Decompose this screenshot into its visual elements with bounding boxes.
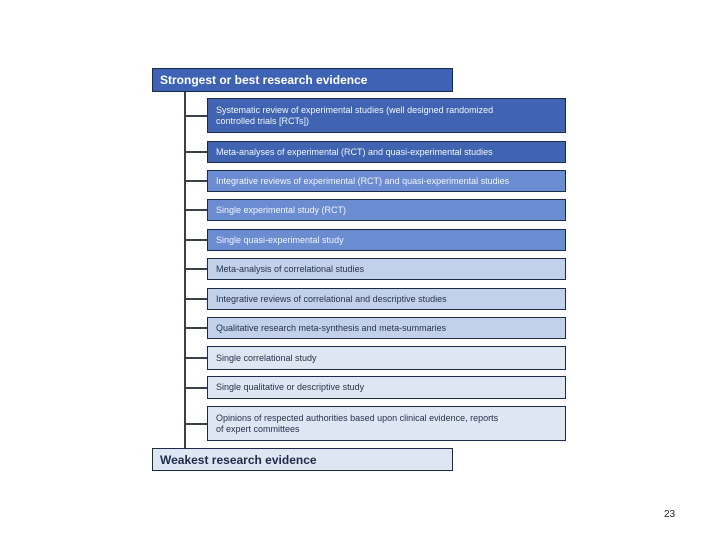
evidence-level-label bbox=[216, 205, 346, 216]
strongest-evidence-header: Strongest or best research evidence bbox=[152, 68, 453, 92]
evidence-level-text-line: Meta-analyses of experimental (RCT) and quasi-experimental studies bbox=[216, 146, 493, 157]
evidence-level-text-line: Single correlational study bbox=[216, 352, 317, 363]
connector-tick bbox=[185, 180, 207, 182]
evidence-level-box bbox=[207, 170, 566, 192]
evidence-level-text-line: controlled trials [RCTs]) bbox=[216, 115, 310, 126]
connector-tick bbox=[185, 298, 207, 300]
connector-tick bbox=[185, 209, 207, 211]
evidence-level-box bbox=[207, 199, 566, 221]
connector-tick bbox=[185, 151, 207, 153]
evidence-level-label bbox=[216, 105, 493, 127]
evidence-level-label bbox=[216, 294, 447, 305]
evidence-level-box bbox=[207, 317, 566, 339]
evidence-level-text-line: Opinions of respected authorities based upon clinical evidence, reports bbox=[216, 412, 499, 423]
evidence-level-text-line: Single quasi-experimental study bbox=[216, 234, 344, 245]
connector-tick bbox=[185, 387, 207, 389]
connector-tick bbox=[185, 239, 207, 241]
evidence-level-box bbox=[207, 288, 566, 310]
evidence-level-label bbox=[216, 413, 498, 435]
evidence-level-box bbox=[207, 346, 566, 370]
evidence-level-text-line: Meta-analysis of correlational studies bbox=[216, 263, 365, 274]
evidence-level-label bbox=[216, 323, 446, 334]
evidence-level-box bbox=[207, 141, 566, 163]
evidence-level-label bbox=[216, 382, 364, 393]
evidence-level-label bbox=[216, 353, 317, 364]
evidence-level-box bbox=[207, 376, 566, 399]
evidence-level-text-line: Integrative reviews of correlational and descriptive studies bbox=[216, 293, 447, 304]
evidence-level-text-line: Single experimental study (RCT) bbox=[216, 204, 347, 215]
connector-tick bbox=[185, 115, 207, 117]
evidence-level-text-line: Qualitative research meta-synthesis and meta-summaries bbox=[216, 322, 447, 333]
connector-tick bbox=[185, 357, 207, 359]
evidence-level-box bbox=[207, 98, 566, 133]
connector-tick bbox=[185, 423, 207, 425]
evidence-level-text-line: Systematic review of experimental studies (well designed randomized bbox=[216, 104, 494, 115]
weakest-evidence-footer: Weakest research evidence bbox=[152, 448, 453, 471]
hierarchy-connector-line bbox=[184, 92, 186, 448]
evidence-level-text-line: Single qualitative or descriptive study bbox=[216, 382, 365, 392]
evidence-level-label bbox=[216, 176, 509, 187]
evidence-level-label bbox=[216, 264, 364, 275]
connector-tick bbox=[185, 327, 207, 329]
evidence-level-text-line: of expert committees bbox=[216, 423, 300, 434]
page-number: 23 bbox=[664, 509, 676, 520]
evidence-level-label bbox=[216, 235, 344, 246]
evidence-level-box bbox=[207, 229, 566, 251]
evidence-level-box bbox=[207, 406, 566, 441]
evidence-level-box bbox=[207, 258, 566, 280]
evidence-level-label bbox=[216, 147, 493, 158]
evidence-level-text-line: Integrative reviews of experimental (RCT) and quasi-experimental studies bbox=[216, 175, 510, 186]
connector-tick bbox=[185, 268, 207, 270]
